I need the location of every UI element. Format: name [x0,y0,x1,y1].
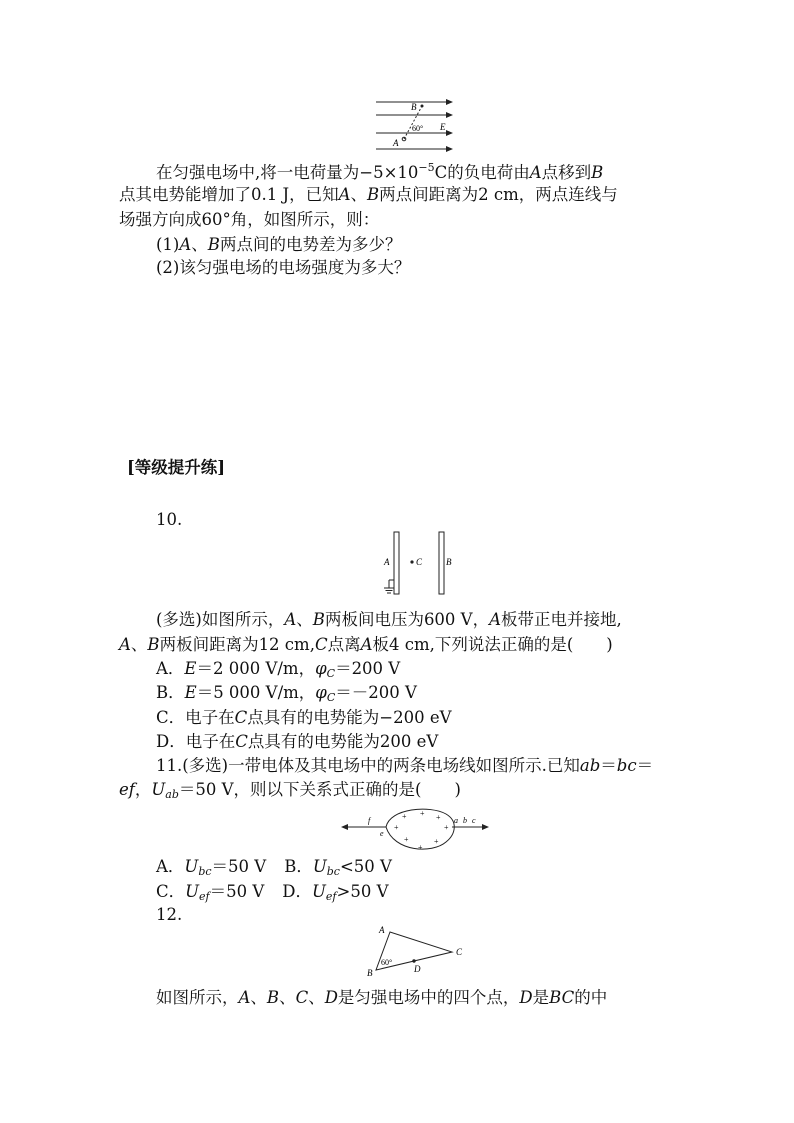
q9-subquestion-1 [156,233,401,257]
plus-sign: + [444,823,449,832]
q11-text: ， [134,780,152,799]
var-C: C [235,732,248,751]
q10-text: 、 [130,635,148,654]
option-text: >50 V [336,882,389,901]
plus-sign: + [404,835,409,844]
q10-text: 两板间电压为600 V， [324,610,490,629]
q9-text: (1) [156,235,180,254]
option-text: ＝200 V [335,659,401,678]
q9-var-A: A [179,235,192,254]
option-text: 点具有的电势能为−200 eV [247,708,452,727]
var-D: D [324,988,338,1007]
option-text: ＝50 V [209,882,265,901]
q9-text: 、 [191,235,208,254]
var-U: U [312,882,326,901]
option-text: ＝5 000 V/m， [196,683,316,702]
label-D: D [414,964,421,974]
subscript: C [326,691,336,704]
q10-number: 10. [156,510,183,529]
var-C: C [295,988,309,1007]
point-C [410,560,413,563]
label-C: C [456,947,463,957]
q9-text: 两点间的电势差为多少？ [219,235,402,254]
q10-var-A: A [489,610,502,629]
plate-A [394,532,399,594]
figure-parallel-plates [376,530,460,598]
subscript: ef [199,890,210,903]
q10-text: 板4 cm,下列说法正确的是( ) [372,635,613,654]
var-phi: φ [315,683,327,702]
var-U: U [151,780,166,799]
q10-line-1 [156,608,622,632]
option-letter: B． [156,683,185,702]
var-B: B [266,988,280,1007]
q11-options-CD [156,880,389,909]
q12-text: 、 [279,988,296,1007]
q11-text: 11.(多选)一带电体及其电场中的两条电场线如图所示.已知 [156,756,580,775]
option-letter: A． [156,857,185,876]
var-U: U [312,857,327,876]
figure-triangle [364,922,470,980]
q12-text: 是匀强电场中的四个点， [337,988,520,1007]
var-ab: ab [579,756,601,775]
option-text: <50 V [339,857,392,876]
plus-sign: + [436,813,441,822]
var-U: U [185,882,200,901]
q11-text: ＝50 V，则以下关系式正确的是( ) [178,780,461,799]
option-text: ＝－200 V [335,683,417,702]
q9-line-3 [119,208,379,232]
figure-field-lines [374,96,458,154]
label-B: B [446,557,452,567]
q10-var-A: A [360,635,373,654]
label-A: A [384,557,390,567]
label-angle: 60° [381,958,393,967]
label-a: a [454,816,458,825]
q9-text: 在匀强电场中,将一电荷量为−5×10 [156,163,419,182]
q10-var-B: B [312,610,325,629]
q12-text: 、 [308,988,325,1007]
var-phi: φ [315,659,327,678]
q11-text: ＝ [600,756,617,775]
var-ef: ef [119,780,135,799]
option-letter: C． [156,882,186,901]
q11-line-2 [119,778,461,807]
q10-text: 两板间距离为12 cm, [159,635,315,654]
q12-text: 如图所示， [156,988,239,1007]
q12-text: 的中 [574,988,608,1007]
plus-sign: + [418,843,423,852]
q9-var-B: B [591,163,604,182]
subscript: bc [198,865,212,878]
option-text: C．电子在 [156,708,235,727]
q9-text: C的负电荷由 [434,163,530,182]
plus-sign: + [420,809,425,818]
subscript: ef [325,890,337,903]
label-A: A [379,925,385,935]
section-title: [等级提升练] [127,458,226,477]
q10-option-D [156,730,438,754]
q10-text: 点离 [327,635,361,654]
q10-text: (多选)如图所示， [156,610,285,629]
q11-line-1 [156,754,653,778]
option-letter: B． [284,857,313,876]
label-E: E [440,122,446,132]
q12-text: 、 [250,988,267,1007]
label-B: B [367,968,373,978]
q9-var-A: A [529,163,542,182]
label-C: C [416,557,423,567]
q10-text: 板带正电并接地, [501,610,622,629]
q11-text: ＝ [636,756,654,775]
label-f: f [368,816,371,825]
q9-line-1 [156,156,603,185]
var-A: A [238,988,251,1007]
label-B: B [411,102,417,112]
q9-text: 、 [350,185,368,204]
subscript: C [326,667,336,680]
var-BC: BC [549,988,575,1007]
subscript: bc [326,865,340,878]
var-C: C [234,708,248,727]
option-text: 点具有的电势能为200 eV [247,732,439,751]
option-text: ＝2 000 V/m， [196,659,316,678]
q12-number: 12. [156,905,183,924]
q10-var-A: A [119,635,131,654]
plus-sign: + [434,837,439,846]
label-b: b [463,816,467,825]
var-D: D [519,988,533,1007]
q9-var-B: B [207,235,220,254]
plus-sign: + [402,812,407,821]
plate-B [439,532,444,594]
option-text: ＝50 V [211,857,267,876]
q9-text: 点移到 [541,163,592,182]
q10-var-C: C [314,635,328,654]
plus-sign: + [394,823,399,832]
q9-var-B: B [367,185,380,204]
option-text: D．电子在 [156,732,236,751]
point-B [421,105,424,108]
q10-line-2 [119,633,613,657]
option-letter: D． [282,882,313,901]
var-E: E [184,683,197,702]
q9-text: (2)该匀强电场的电场强度为多大？ [156,258,411,277]
option-letter: A． [156,659,185,678]
var-bc: bc [616,756,637,775]
figure-charged-body [338,806,492,858]
var-U: U [184,857,199,876]
q10-var-B: B [147,635,160,654]
label-A: A [393,138,399,148]
q10-option-C [156,706,452,730]
q9-exponent: −5 [418,161,435,174]
var-E: E [184,659,197,678]
point-D [412,959,415,962]
q9-text: 两点间距离为2 cm，两点连线与 [379,185,618,204]
q9-text: 场强方向成60°角，如图所示，则： [119,210,380,229]
q9-line-2 [119,183,618,207]
q10-text: 、 [296,610,313,629]
label-angle: 60° [412,124,424,133]
label-e: e [380,829,384,838]
subscript: ab [165,788,179,801]
q9-text: 点其电势能增加了0.1 J，已知 [119,185,339,204]
q10-var-A: A [284,610,297,629]
label-c: c [472,816,476,825]
q9-var-A: A [338,185,351,204]
q12-line-1 [156,986,607,1010]
q12-text: 是 [532,988,550,1007]
q9-subquestion-2 [156,256,410,280]
